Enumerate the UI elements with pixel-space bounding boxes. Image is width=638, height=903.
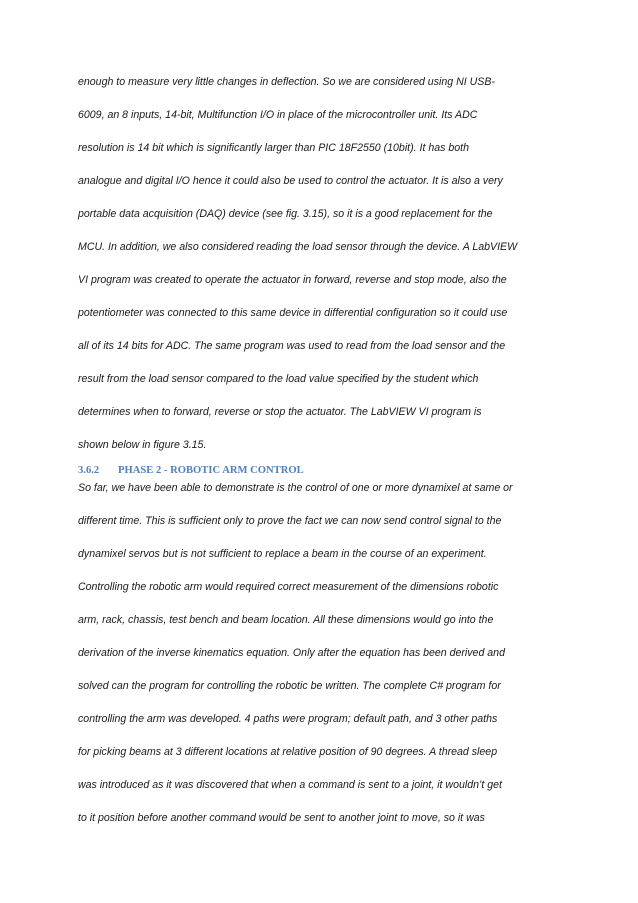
text-line: controlling the arm was developed. 4 paths were program; default path, and 3 other paths (78, 713, 498, 725)
section-title: PHASE 2 - ROBOTIC ARM CONTROL (118, 465, 304, 476)
text-line: enough to measure very little changes in deflection. So we are considered using NI USB- (78, 76, 495, 88)
text-line: result from the load sensor compared to the load value specified by the student which (78, 373, 479, 385)
text-line: different time. This is sufficient only to prove the fact we can now send control signal to the (78, 515, 502, 527)
section-heading (78, 463, 304, 479)
text-line: was introduced as it was discovered that when a command is sent to a joint, it wouldn’t get (78, 779, 502, 791)
text-line: arm, rack, chassis, test bench and beam location. All these dimensions would go into the (78, 614, 494, 626)
text-line: all of its 14 bits for ADC. The same program was used to read from the load sensor and the (78, 340, 506, 352)
text-line: analogue and digital I/O hence it could also be used to control the actuator. It is also a very (78, 175, 503, 187)
text-line: resolution is 14 bit which is significantly larger than PIC 18F2550 (10bit). It has both (78, 142, 469, 154)
text-line: 6009, an 8 inputs, 14-bit, Multifunction I/O in place of the microcontroller unit. Its ADC (78, 109, 478, 121)
text-line: derivation of the inverse kinematics equation. Only after the equation has been derived and (78, 647, 505, 659)
text-line: portable data acquisition (DAQ) device (see fig. 3.15), so it is a good replacement for the (78, 208, 493, 220)
text-line: VI program was created to operate the actuator in forward, reverse and stop mode, also the (78, 274, 507, 286)
text-line: solved can the program for controlling the robotic be written. The complete C# program for (78, 680, 501, 692)
text-line: determines when to forward, reverse or stop the actuator. The LabVIEW VI program is (78, 406, 482, 418)
body-paragraph-2 (78, 480, 568, 843)
section-number: 3.6.2 (78, 465, 100, 476)
text-line: MCU. In addition, we also considered reading the load sensor through the device. A LabVIEW (78, 241, 518, 253)
text-line: So far, we have been able to demonstrate is the control of one or more dynamixel at same or (78, 482, 513, 494)
text-line: shown below in figure 3.15. (78, 439, 207, 451)
text-line: for picking beams at 3 different locations at relative position of 90 degrees. A thread sleep (78, 746, 498, 758)
text-line: Controlling the robotic arm would required correct measurement of the dimensions robotic (78, 581, 499, 593)
text-line: dynamixel servos but is not sufficient to replace a beam in the course of an experiment. (78, 548, 487, 560)
text-line: potentiometer was connected to this same device in differential configuration so it could use (78, 307, 508, 319)
body-paragraph-1 (78, 74, 568, 470)
text-line: to it position before another command would be sent to another joint to move, so it was (78, 812, 485, 824)
